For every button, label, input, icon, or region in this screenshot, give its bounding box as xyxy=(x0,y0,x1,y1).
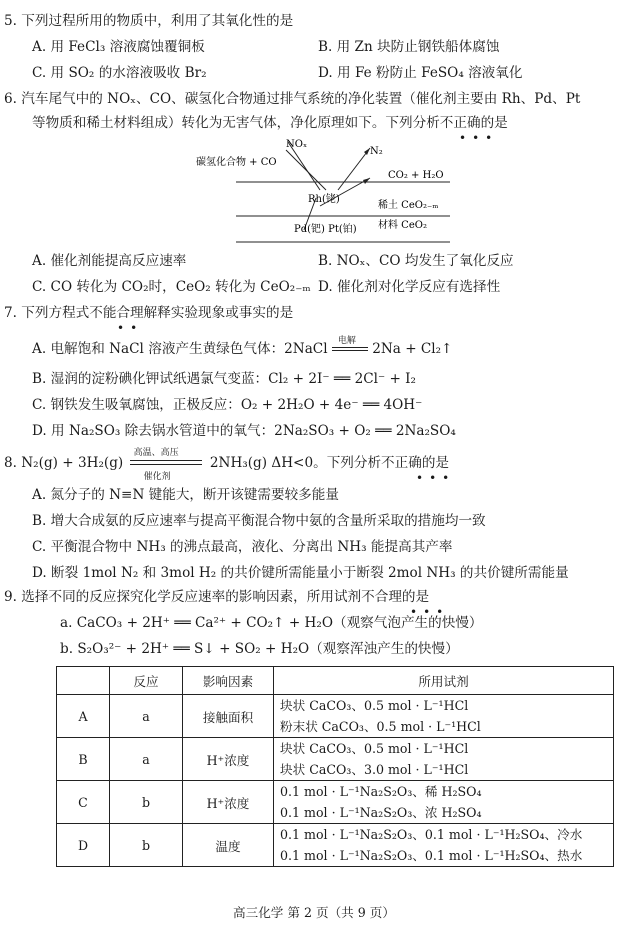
q7-option-b: B. 湿润的淀粉碘化钾试纸遇氯气变蓝：Cl₂ + 2I⁻ ══ 2Cl⁻ + I₂ xyxy=(32,371,416,387)
diagram-label-rare-earth1: 稀土 CeO₂₋ₘ xyxy=(378,200,439,211)
row-id: D xyxy=(57,824,110,867)
header-reagent: 所用试剂 xyxy=(274,667,614,695)
header-reaction: 反应 xyxy=(110,667,183,695)
row-reaction: b xyxy=(110,781,183,824)
q5-option-a: A. 用 FeCl₃ 溶液腐蚀覆铜板 xyxy=(32,39,205,55)
table-header-row xyxy=(57,667,614,695)
q9-stem: 9. 选择不同的反应探究化学反应速率的影响因素，所用试剂不合理的是 xyxy=(4,589,430,605)
q6-option-d: D. 催化剂对化学反应有选择性 xyxy=(318,279,501,295)
row-factor: H⁺浓度 xyxy=(183,781,274,824)
q8-option-c: C. 平衡混合物中 NH₃ 的沸点最高，液化、分离出 NH₃ 能提高其产率 xyxy=(32,539,453,555)
diagram-label-rare-earth2: 材料 CeO₂ xyxy=(378,220,427,231)
table-row xyxy=(57,738,614,781)
q7-option-c: C. 钢铁发生吸氧腐蚀，正极反应：O₂ + 2H₂O + 4e⁻ ══ 4OH⁻ xyxy=(32,397,423,413)
q7-emphasis-dots: •• xyxy=(117,321,144,335)
reagent-line: 0.1 mol · L⁻¹Na₂S₂O₃、浓 H₂SO₄ xyxy=(280,805,482,820)
q8-lhs: 8. N₂(g) + 3H₂(g) xyxy=(4,455,124,471)
diagram-label-pd-pt: Pd(钯) Pt(铂) xyxy=(294,224,357,235)
q6-stem-line2: 等物质和稀土材料组成）转化为无害气体，净化原理如下。下列分析不正确的是 xyxy=(32,115,508,131)
diagram-label-hc-co: 碳氢化合物 + CO xyxy=(196,157,277,168)
row-factor: 温度 xyxy=(183,824,274,867)
q8-stem xyxy=(4,448,450,482)
q5-stem: 5. 下列过程所用的物质中，利用了其氧化性的是 xyxy=(4,13,294,29)
q9-reaction-a: a. CaCO₃ + 2H⁺ ══ Ca²⁺ + CO₂↑ + H₂O（观察气泡产生的快慢） xyxy=(60,615,483,631)
row-reaction: a xyxy=(110,695,183,738)
row-reagents xyxy=(274,781,614,824)
q8-equilibrium-arrow: 高温、高压 催化剂 xyxy=(128,454,206,472)
row-factor: H⁺浓度 xyxy=(183,738,274,781)
q9-reagent-table xyxy=(56,666,614,867)
diagram-label-nox: NOₓ xyxy=(286,139,308,150)
q7-option-a xyxy=(32,336,453,358)
row-id: B xyxy=(57,738,110,781)
q6-stem-line1: 6. 汽车尾气中的 NOₓ、CO、碳氢化合物通过排气系统的净化装置（催化剂主要由 Rh、Pd、Pt xyxy=(4,91,581,107)
q5-option-b: B. 用 Zn 块防止钢铁船体腐蚀 xyxy=(318,39,500,55)
q6-option-a: A. 催化剂能提高反应速率 xyxy=(32,253,187,269)
q8-option-d: D. 断裂 1mol N₂ 和 3mol H₂ 的共价键所需能量小于断裂 2mol NH₃ 的共价键所需能量 xyxy=(32,565,569,581)
q9-emphasis-dots: ••• xyxy=(410,605,450,619)
reagent-line: 0.1 mol · L⁻¹Na₂S₂O₃、0.1 mol · L⁻¹H₂SO₄、热水 xyxy=(280,848,583,863)
row-reagents xyxy=(274,824,614,867)
reagent-line: 块状 CaCO₃、0.5 mol · L⁻¹HCl xyxy=(280,741,469,756)
row-reaction: b xyxy=(110,824,183,867)
diagram-label-n2: N₂ xyxy=(370,146,383,157)
q7-stem: 7. 下列方程式不能合理解释实验现象或事实的是 xyxy=(4,305,294,321)
q7-option-d: D. 用 Na₂SO₃ 除去锅水管道中的氧气：2Na₂SO₃ + O₂ ══ 2Na₂SO₄ xyxy=(32,423,456,439)
q5-option-c: C. 用 SO₂ 的水溶液吸收 Br₂ xyxy=(32,65,207,81)
reagent-line: 块状 CaCO₃、0.5 mol · L⁻¹HCl xyxy=(280,698,469,713)
diagram-label-rh: Rh(铑) xyxy=(308,194,340,205)
reagent-line: 块状 CaCO₃、3.0 mol · L⁻¹HCl xyxy=(280,762,469,777)
q8-option-a: A. 氮分子的 N≡N 键能大，断开该键需要较多能量 xyxy=(32,487,339,503)
header-empty xyxy=(57,667,110,695)
table-row xyxy=(57,781,614,824)
q6-option-b: B. NOₓ、CO 均发生了氧化反应 xyxy=(318,253,514,269)
q6-purification-diagram xyxy=(190,136,470,246)
reagent-line: 0.1 mol · L⁻¹Na₂S₂O₃、稀 H₂SO₄ xyxy=(280,784,482,799)
row-factor: 接触面积 xyxy=(183,695,274,738)
row-reagents xyxy=(274,695,614,738)
electrolysis-condition: 电解 xyxy=(332,340,368,358)
q5-option-d: D. 用 Fe 粉防止 FeSO₄ 溶液氧化 xyxy=(318,65,523,81)
q6-emphasis-dots: ••• xyxy=(459,131,499,145)
table-row xyxy=(57,695,614,738)
reagent-line: 0.1 mol · L⁻¹Na₂S₂O₃、0.1 mol · L⁻¹H₂SO₄、冷水 xyxy=(280,827,583,842)
reagent-line: 粉末状 CaCO₃、0.5 mol · L⁻¹HCl xyxy=(280,719,481,734)
q8-rhs: 2NH₃(g) ΔH<0。下列分析不正确的是 xyxy=(209,455,450,471)
page-footer: 高三化学 第 2 页（共 9 页） xyxy=(233,905,395,920)
row-id: A xyxy=(57,695,110,738)
q9-reaction-b: b. S₂O₃²⁻ + 2H⁺ ══ S↓ + SO₂ + H₂O（观察浑浊产生的快慢） xyxy=(60,641,459,657)
row-id: C xyxy=(57,781,110,824)
table-row xyxy=(57,824,614,867)
q8-option-b: B. 增大合成氨的反应速率与提高平衡混合物中氨的含量所采取的措施均一致 xyxy=(32,513,486,529)
row-reagents xyxy=(274,738,614,781)
q6-option-c: C. CO 转化为 CO₂时，CeO₂ 转化为 CeO₂₋ₘ xyxy=(32,279,311,295)
q7-option-a-rhs: 2Na + Cl₂↑ xyxy=(372,341,453,357)
row-reaction: a xyxy=(110,738,183,781)
q7-option-a-text: A. 电解饱和 NaCl 溶液产生黄绿色气体：2NaCl xyxy=(32,341,328,357)
q8-emphasis-dots: ••• xyxy=(416,471,456,485)
diagram-label-co2-h2o: CO₂ + H₂O xyxy=(388,170,444,181)
header-factor: 影响因素 xyxy=(183,667,274,695)
